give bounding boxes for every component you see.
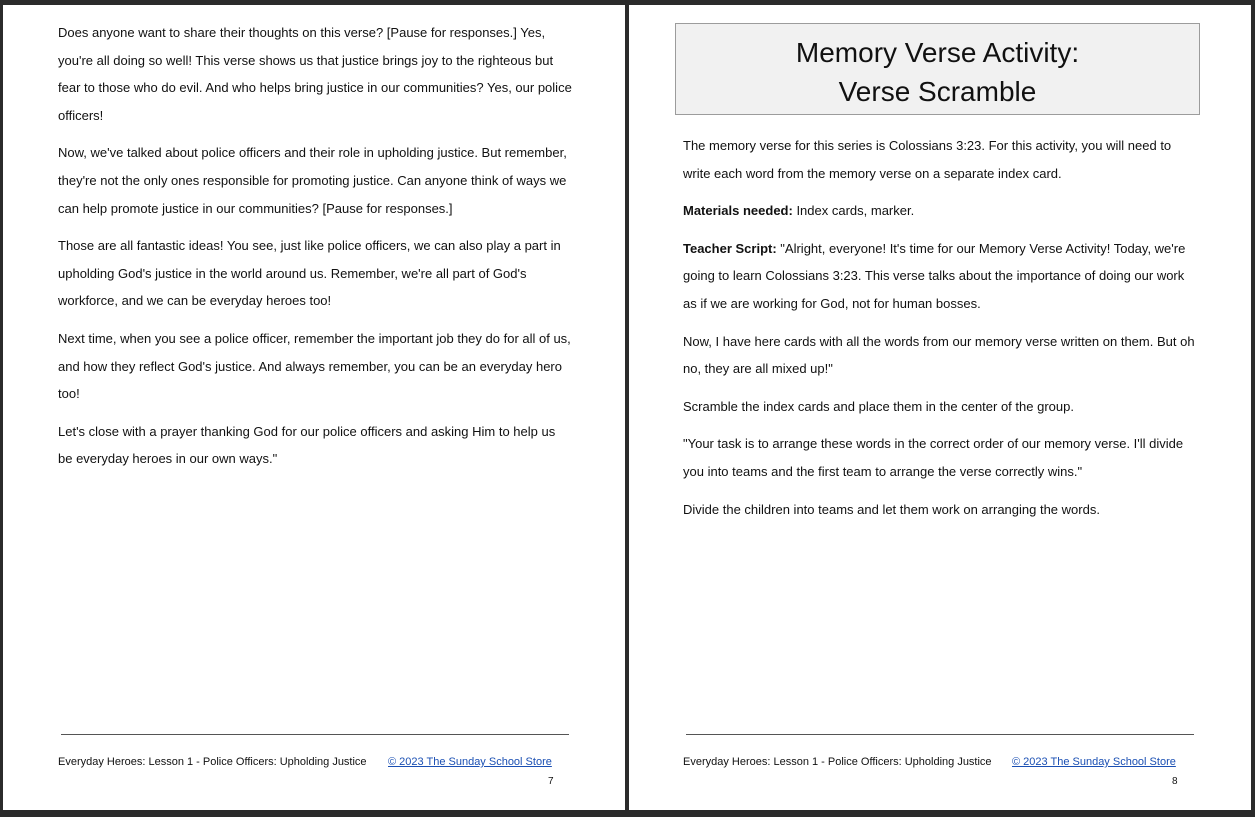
paragraph-closing-prayer: Let's close with a prayer thanking God for our police officers and asking Him to help us be everyday heroes in our own ways." bbox=[58, 423, 556, 467]
teacher-script-text: "Alright, everyone! It's time for our Memory Verse Activity! Today, we're going to learn Colossians 3:23. This verse talks about the importance of doing our work as if we are working for God, not for human bosses. bbox=[683, 240, 1186, 311]
copyright-link[interactable]: © 2023 The Sunday School Store bbox=[1012, 756, 1176, 768]
paragraph-next-time: Next time, when you see a police officer, remember the important job they do for all of us, and how they reflect God's justice. And always remember, you can be an everyday hero too! bbox=[58, 330, 571, 402]
paragraph-fantastic-ideas: Those are all fantastic ideas! You see, just like police officers, we can also play a part in upholding God's justice in the world around us. Remember, we're all part of God's workforce, and we can be everyday heroes too! bbox=[58, 238, 561, 309]
paragraph-materials bbox=[683, 197, 1198, 225]
paragraph-cards-mixed-up: Now, I have here cards with all the words from our memory verse written on them. But oh no, they are all mixed up!" bbox=[683, 333, 1195, 377]
paragraph-memory-verse-intro: The memory verse for this series is Colossians 3:23. For this activity, you will need to write each word from the memory verse on a separate index card. bbox=[683, 138, 1172, 181]
teacher-script-label: Teacher Script: bbox=[683, 240, 777, 256]
paragraph-share-thoughts: Does anyone want to share their thoughts on this verse? [Pause for responses.] Yes, you're all doing so well! This verse shows us that justice brings joy to the righteous but fear to those who do evil. And who helps bring justice in our communities? Yes, our police officers! bbox=[58, 25, 572, 123]
footer-divider bbox=[686, 734, 1194, 735]
materials-label: Materials needed: bbox=[683, 203, 793, 219]
page-body bbox=[683, 132, 1198, 533]
footer-lesson-title: Everyday Heroes: Lesson 1 - Police Officers: Upholding Justice bbox=[58, 756, 367, 768]
paragraph-teacher-script bbox=[683, 235, 1198, 318]
materials-text: Index cards, marker. bbox=[792, 203, 915, 219]
page-8 bbox=[629, 5, 1251, 810]
footer-lesson-title: Everyday Heroes: Lesson 1 - Police Officers: Upholding Justice bbox=[683, 756, 992, 768]
copyright-link[interactable]: © 2023 The Sunday School Store bbox=[388, 756, 552, 768]
paragraph-scramble-cards: Scramble the index cards and place them in the center of the group. bbox=[683, 398, 1074, 414]
footer-divider bbox=[61, 734, 569, 735]
paragraph-task-instructions: "Your task is to arrange these words in the correct order of our memory verse. I'll divide you into teams and the first team to arrange the verse correctly wins." bbox=[683, 436, 1184, 479]
page-7 bbox=[3, 5, 625, 810]
activity-title-box bbox=[675, 23, 1200, 115]
page-body bbox=[58, 19, 573, 483]
paragraph-divide-teams: Divide the children into teams and let them work on arranging the words. bbox=[683, 501, 1100, 517]
page-number: 8 bbox=[1172, 776, 1178, 787]
page-number: 7 bbox=[548, 776, 554, 787]
activity-title-line2: Verse Scramble bbox=[838, 76, 1037, 107]
paragraph-promote-justice: Now, we've talked about police officers and their role in upholding justice. But remember, they're not the only ones responsible for promoting justice. Can anyone think of ways we can help promote justice in our communities? [Pause for responses.] bbox=[58, 145, 567, 216]
activity-title-line1: Memory Verse Activity: bbox=[795, 37, 1080, 68]
